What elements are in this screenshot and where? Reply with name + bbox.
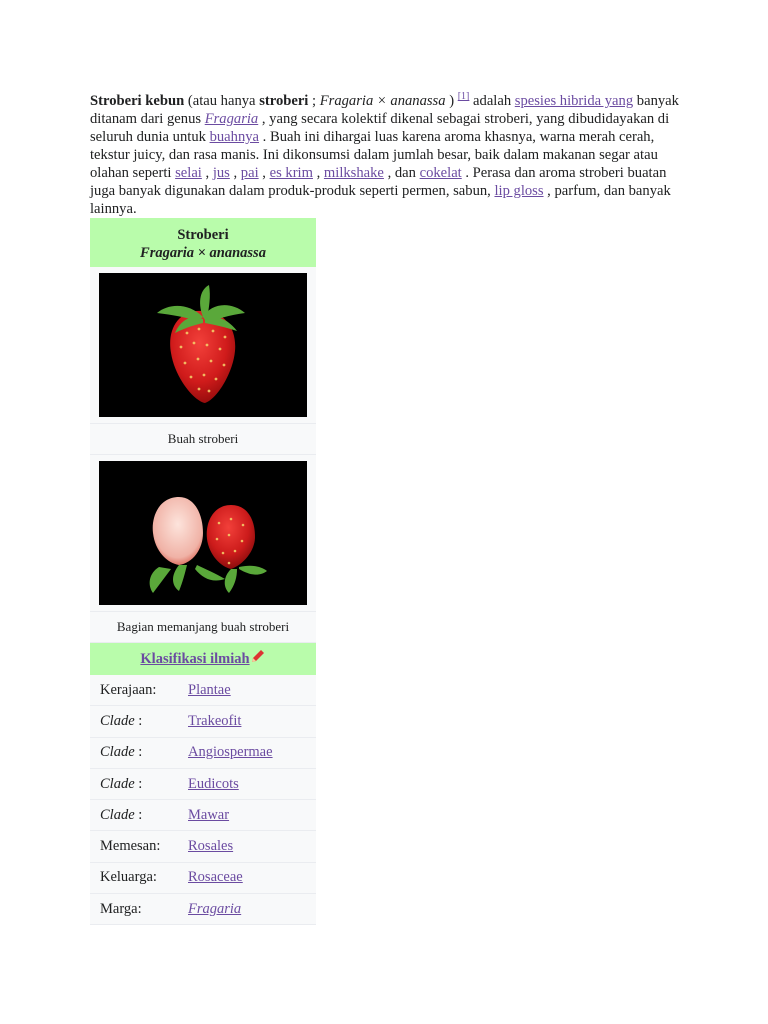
taxon-link-angiospermae[interactable]: Angiospermae [188, 744, 273, 761]
rank-name: Clade [100, 744, 135, 761]
taxon-link-plantae[interactable]: Plantae [188, 681, 231, 698]
taxonomy-value [188, 744, 273, 761]
intro-paragraph [90, 92, 690, 218]
strawberry-section-image[interactable] [99, 461, 307, 605]
rank-name: Clade [100, 775, 135, 792]
text: ; [308, 93, 320, 109]
infobox-title: Stroberi [177, 227, 229, 243]
link-spesies-hibrida[interactable]: spesies hibrida yang [514, 93, 634, 109]
link-jus[interactable]: jus [212, 165, 230, 181]
taxonomy-value [188, 838, 233, 855]
text: , [229, 165, 241, 181]
link-cokelat[interactable]: cokelat [419, 165, 462, 181]
text: adalah [469, 93, 515, 109]
image-cell-2 [90, 455, 316, 611]
image-caption-2: Bagian memanjang buah stroberi [90, 611, 316, 643]
taxon-link-fragaria[interactable]: Fragaria [188, 900, 242, 917]
link-milkshake[interactable]: milkshake [323, 165, 384, 181]
term-stroberi: stroberi [259, 93, 309, 109]
rank-name: Clade [100, 806, 135, 823]
taxon-link-rosales[interactable]: Rosales [188, 838, 234, 855]
taxonomy-row-marga [90, 894, 316, 925]
taxon-link-eudicots[interactable]: Eudicots [188, 775, 239, 792]
taxonomy-value [188, 901, 241, 918]
strawberry-image[interactable] [99, 273, 307, 417]
text: (atau hanya [184, 93, 260, 109]
taxonomy-value [188, 682, 231, 699]
taxonomy-row-kerajaan [90, 675, 316, 706]
text: , parfum, dan banyak lainnya. [90, 183, 671, 217]
taxonomy-value [188, 807, 229, 824]
infobox-scientific-name: Fragaria × ananassa [140, 245, 266, 261]
taxonomy-rank: Kerajaan: [100, 681, 157, 698]
taxonomy-row-clade [90, 769, 316, 800]
image-caption-1: Buah stroberi [90, 423, 316, 455]
image-cell-1 [90, 267, 316, 423]
pencil-icon[interactable] [250, 644, 266, 676]
text: , [312, 165, 324, 181]
taxonomy-row-clade [90, 738, 316, 769]
link-es-krim[interactable]: es krim [269, 165, 313, 181]
text: , [201, 165, 213, 181]
text: , dan [383, 165, 420, 181]
taxonomy-rank [90, 744, 188, 761]
link-fragaria[interactable]: Fragaria [204, 111, 259, 127]
classification-header [90, 643, 316, 675]
text: ) [445, 93, 458, 109]
taxon-link-mawar[interactable]: Mawar [188, 806, 230, 823]
strawberry-illustration [99, 273, 307, 417]
taxon-link-trakeofit[interactable]: Trakeofit [188, 712, 242, 729]
text: banyak ditanam dari genus [90, 93, 679, 127]
rank-suffix: : [134, 744, 143, 761]
taxon-link-rosaceae[interactable]: Rosaceae [188, 869, 243, 886]
link-pai[interactable]: pai [240, 165, 259, 181]
text: . Perasa dan aroma stroberi buatan juga banyak digunakan dalam produk-produk seperti permen, sabun, [90, 165, 667, 199]
taxonomy-rank [90, 807, 188, 824]
text: , [258, 165, 270, 181]
taxonomy-rank: Memesan: [100, 838, 161, 855]
infobox [90, 218, 316, 925]
infobox-header [90, 218, 316, 267]
taxonomy-row-keluarga [90, 863, 316, 894]
taxonomy-rank [90, 776, 188, 793]
classification-link[interactable]: Klasifikasi ilmiah [140, 651, 250, 667]
term-scientific: Fragaria × ananassa [319, 93, 446, 109]
link-lip-gloss[interactable]: lip gloss [494, 183, 544, 199]
reference-link-1[interactable]: [1] [457, 91, 470, 103]
taxonomy-value [188, 713, 241, 730]
rank-suffix: : [134, 806, 143, 823]
taxonomy-row-memesan [90, 831, 316, 862]
text: . Buah ini dihargai luas karena aroma khasnya, warna merah cerah, tekstur juicy, dan rasa manis. Ini dikonsumsi dalam jumlah besar, baik dalam makanan segar atau olahan seperti [90, 129, 658, 181]
strawberry-section-illustration [99, 461, 307, 605]
taxonomy-row-clade [90, 800, 316, 831]
taxonomy-value [188, 869, 243, 886]
rank-suffix: : [134, 775, 143, 792]
text: , yang secara kolektif dikenal sebagai stroberi, yang dibudidayakan di seluruh dunia untuk [90, 111, 670, 145]
taxonomy-rank: Marga: [100, 900, 142, 917]
taxonomy-rank [90, 713, 188, 730]
taxonomy-value [188, 776, 239, 793]
taxonomy-row-clade [90, 706, 316, 737]
taxonomy-rank: Keluarga: [100, 869, 157, 886]
link-selai[interactable]: selai [175, 165, 202, 181]
rank-suffix: : [134, 712, 143, 729]
term-stroberi-kebun: Stroberi kebun [90, 93, 185, 109]
rank-name: Clade [100, 712, 135, 729]
link-buahnya[interactable]: buahnya [209, 129, 260, 145]
